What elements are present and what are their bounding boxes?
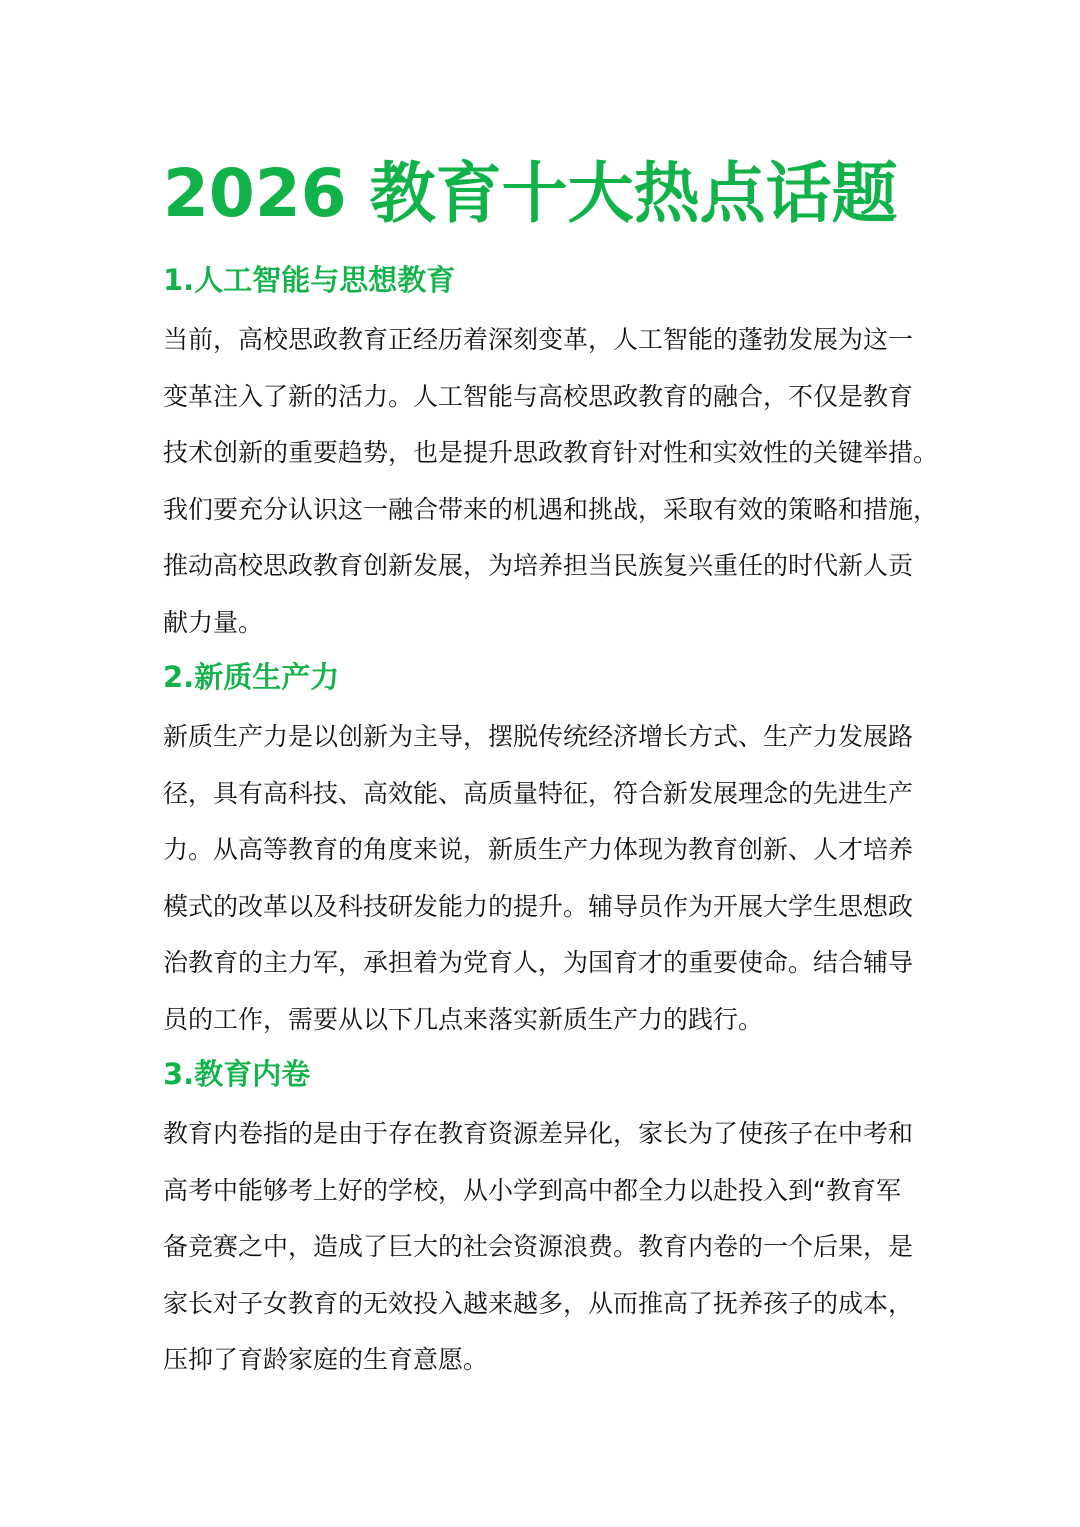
paragraph-line: 备竞赛之中，造成了巨大的社会资源浪费。教育内卷的一个后果，是: [163, 1232, 914, 1261]
section-paragraph: [163, 312, 939, 651]
paragraph-line: 径，具有高科技、高效能、高质量特征，符合新发展理念的先进生产: [163, 778, 914, 808]
paragraph-line: 我们要充分认识这一融合带来的机遇和挑战，采取有效的策略和措施，: [163, 494, 939, 524]
section-ai-ideological-education: [163, 254, 939, 651]
paragraph-line: 推动高校思政教育创新发展，为培养担当民族复兴重任的时代新人贡: [163, 551, 914, 580]
document-title: 2026 教育十大热点话题: [163, 155, 898, 232]
paragraph-line: 变革注入了新的活力。人工智能与高校思政教育的融合，不仅是教育: [163, 381, 914, 411]
paragraph-line: 新质生产力是以创新为主导，摆脱传统经济增长方式、生产力发展路: [163, 722, 914, 751]
paragraph-line: 家长对子女教育的无效投入越来越多，从而推高了抚养孩子的成本，: [163, 1288, 914, 1318]
paragraph-line: 技术创新的重要趋势，也是提升思政教育针对性和实效性的关键举措。: [163, 438, 939, 467]
section-heading: 2.新质生产力: [163, 660, 340, 694]
paragraph-line: 力。从高等教育的角度来说，新质生产力体现为教育创新、人才培养: [163, 835, 914, 864]
section-education-involution: [163, 1048, 923, 1389]
section-new-quality-productivity: [163, 651, 923, 1048]
document-content: [163, 148, 939, 1389]
paragraph-line: 高考中能够考上好的学校，从小学到高中都全力以赴投入到“教育军: [163, 1175, 901, 1205]
paragraph-line: 治教育的主力军，承担着为党育人，为国育才的重要使命。结合辅导: [163, 948, 914, 977]
paragraph-line: 献力量。: [163, 607, 264, 637]
paragraph-line: 教育内卷指的是由于存在教育资源差异化，家长为了使孩子在中考和: [163, 1119, 914, 1148]
section-heading: 1.人工智能与思想教育: [163, 263, 456, 297]
section-paragraph: [163, 1106, 923, 1389]
paragraph-line: 模式的改革以及科技研发能力的提升。辅导员作为开展大学生思想政: [163, 891, 914, 921]
section-heading: 3.教育内卷: [163, 1057, 311, 1091]
paragraph-line: 员的工作，需要从以下几点来落实新质生产力的践行。: [163, 1004, 764, 1034]
paragraph-line: 当前，高校思政教育正经历着深刻变革，人工智能的蓬勃发展为这一: [163, 325, 914, 354]
section-paragraph: [163, 709, 923, 1048]
paragraph-line: 压抑了育龄家庭的生育意愿。: [163, 1345, 489, 1374]
